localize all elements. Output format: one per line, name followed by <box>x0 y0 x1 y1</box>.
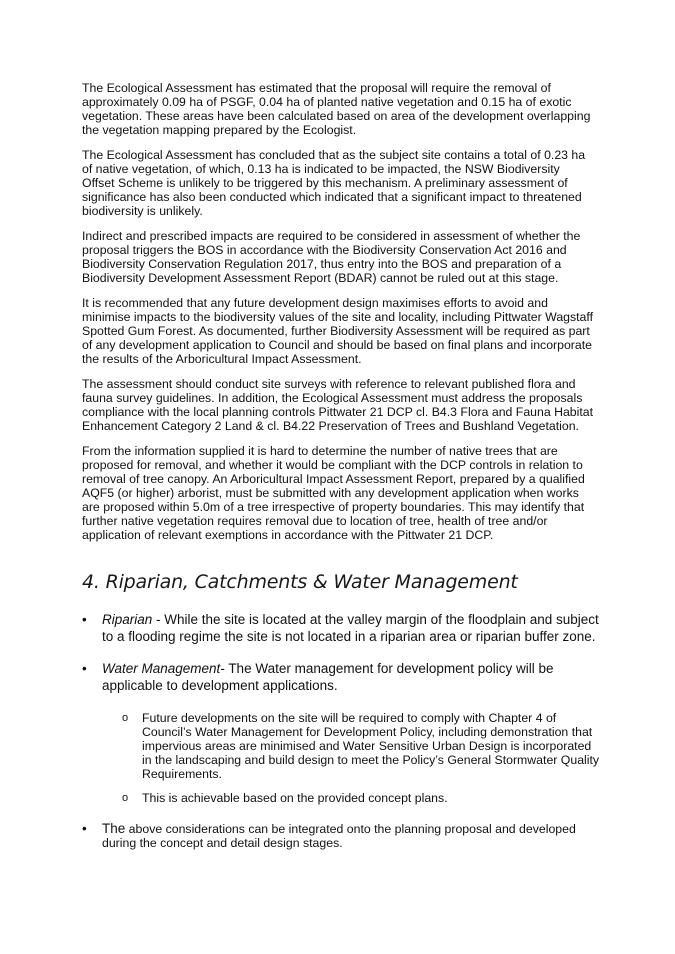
bullet-text: above considerations can be integrated onto the planning proposal and developed during the concept and detail design stages. <box>102 821 576 850</box>
bullet-lead: The <box>102 820 126 836</box>
sub-bullet-icon: o <box>122 792 129 805</box>
section-bullet-list <box>82 612 602 866</box>
paragraph-vegetation-removal: The Ecological Assessment has estimated that the proposal will require the removal of approximately 0.09 ha of PSGF, 0.04 ha of planted native vegetation and 0.15 ha of exotic vegetation. These areas have been calculated based on area of the development overlapping the vegetation mapping prepared by the Ecologist. <box>82 81 591 138</box>
section-heading: 4. Riparian, Catchments & Water Management <box>82 571 518 593</box>
bullet-considerations <box>82 822 602 850</box>
sub-bullet-icon: o <box>122 712 129 724</box>
water-management-sublist <box>122 711 602 806</box>
paragraph-offset-scheme: The Ecological Assessment has concluded that as the subject site contains a total of 0.23 ha of native vegetation, of which, 0.13 ha is indicated to be impacted, the NSW Biodiversity Offset Scheme is unlikely to be triggered by this mechanism. A preliminary assessment of significance has also been conducted which indicated that a significant impact to threatened biodiversity is unlikely. <box>82 147 586 219</box>
bullet-icon: • <box>82 612 87 627</box>
bullet-term: Water Management <box>102 661 221 676</box>
sub-item-text: This is achievable based on the provided concept plans. <box>142 791 448 806</box>
bullet-water-management <box>82 661 602 806</box>
paragraph-tree-removal: From the information supplied it is hard to determine the number of native trees that are proposed for removal, and whether it would be compliant with the DCP controls in relation to removal of tree canopy. An Arboricultural Impact Assessment Report, prepared by a qualified AQF5 (or higher) arborist, must be submitted with any development application when works are proposed within 5.0m of a tree irrespective of property boundaries. This may identify that further native vegetation requires removal due to location of tree, health of tree and/or application of relevant exemptions in accordance with the Pittwater 21 DCP. <box>82 443 585 543</box>
bullet-riparian <box>82 612 602 645</box>
body-text <box>82 81 594 553</box>
paragraph-recommendation: It is recommended that any future development design maximises efforts to avoid and minimise impacts to the biodiversity values of the site and locality, including Pittwater Wagstaff Spotted Gum Forest. As documented, further Biodiversity Assessment will be required as part of any development application to Council and should be based on final plans and incorporate the results of the Arboricultural Impact Assessment. <box>82 295 594 367</box>
sub-item-future-developments <box>122 711 602 781</box>
bullet-term: Riparian <box>102 612 153 627</box>
bullet-text: - While the site is located at the valley margin of the floodplain and subject to a flooding regime the site is not located in a riparian area or riparian buffer zone. <box>102 612 599 644</box>
bullet-icon: • <box>82 820 87 836</box>
paragraph-indirect-impacts: Indirect and prescribed impacts are required to be considered in assessment of whether the proposal triggers the BOS in accordance with the Biodiversity Conservation Act 2016 and Biodiversity Conservation Regulation 2017, thus entry into the BOS and preparation of a Biodiversity Development Assessment Report (BDAR) cannot be ruled out at this stage. <box>82 228 581 286</box>
bullet-icon: • <box>82 661 87 676</box>
sub-item-text: Future developments on the site will be required to comply with Chapter 4 of Council’s Water Management for Development Policy, including demonstration that impervious areas are minimised and Water Sensitive Urban Design is incorporated in the landscaping and build design to meet the Policy’s General Stormwater Quality Requirements. <box>142 711 600 782</box>
paragraph-site-surveys: The assessment should conduct site surveys with reference to relevant published flora and fauna survey guidelines. In addition, the Ecological Assessment must address the proposals compliance with the local planning controls Pittwater 21 DCP cl. B4.3 Flora and Fauna Habitat Enhancement Category 2 Land & cl. B4.22 Preservation of Trees and Bushland Vegetation. <box>82 376 594 433</box>
bullet-text: - The Water management for development policy will be applicable to development applications. <box>102 661 554 693</box>
sub-item-concept-plans <box>122 791 602 805</box>
